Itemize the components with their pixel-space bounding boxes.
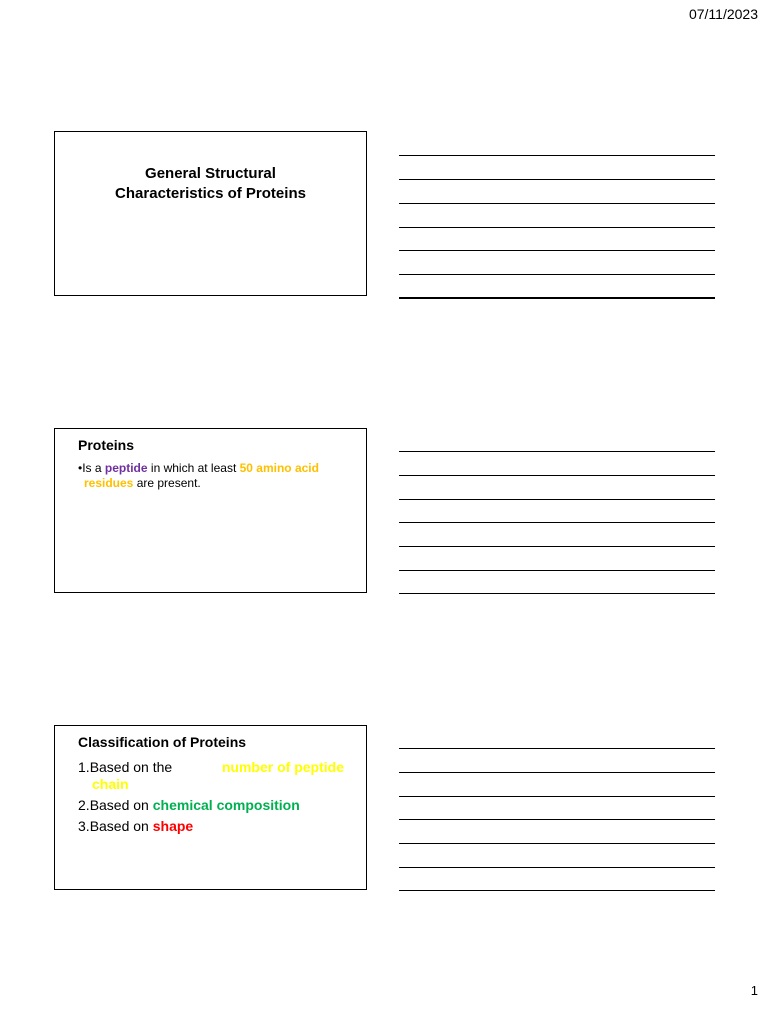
note-line [399, 227, 715, 228]
slide-thumbnail-1 [54, 131, 367, 296]
text-segment: Based on [89, 797, 153, 813]
list-number: 3. [78, 818, 90, 834]
note-line [399, 203, 715, 204]
list-number: 2. [78, 797, 90, 813]
note-line [399, 796, 715, 797]
note-line [399, 297, 715, 299]
note-line [399, 819, 715, 820]
highlight-residues: residues [84, 476, 134, 490]
note-line [399, 570, 715, 571]
classification-list [78, 757, 344, 837]
list-number: 1. [78, 759, 90, 775]
note-line [399, 274, 715, 275]
text-segment: in which at least [147, 461, 240, 475]
note-line [399, 499, 715, 500]
note-line [399, 475, 715, 476]
slide-3-title: Classification of Proteins [78, 734, 247, 750]
list-item [78, 816, 344, 836]
slide-thumbnail-2 [54, 428, 367, 593]
list-item [78, 757, 344, 792]
text-segment: are present. [133, 476, 201, 490]
note-line [399, 451, 715, 452]
text-segment: Based on [89, 818, 153, 834]
slide-2-bullet [78, 461, 350, 491]
note-line [399, 522, 715, 523]
note-line [399, 593, 715, 594]
note-line [399, 155, 715, 156]
note-line [399, 843, 715, 844]
note-line [399, 179, 715, 180]
note-line [399, 748, 715, 749]
slide-2-title: Proteins [78, 437, 135, 453]
slide-1-title [55, 164, 366, 204]
page-date: 07/11/2023 [688, 6, 758, 22]
note-line [399, 772, 715, 773]
highlight-peptide: peptide [104, 461, 148, 475]
highlight-chain: chain [92, 776, 129, 792]
bullet-mark: • [78, 461, 83, 475]
highlight-number-of-peptide: number of peptide [221, 759, 344, 775]
slide-1-title-line-2: Characteristics of Proteins [115, 185, 306, 202]
text-segment: Based on the [89, 759, 173, 775]
note-line [399, 546, 715, 547]
note-line [399, 250, 715, 251]
text-segment: Is a [82, 461, 105, 475]
list-item [78, 795, 344, 815]
note-line [399, 867, 715, 868]
highlight-shape: shape [152, 818, 194, 834]
page-number: 1 [750, 983, 758, 998]
highlight-chemical-composition: chemical composition [152, 797, 300, 813]
note-line [399, 890, 715, 891]
slide-thumbnail-3 [54, 725, 367, 890]
highlight-amino-acid: 50 amino acid [239, 461, 319, 475]
slide-1-title-line-1: General Structural [145, 165, 276, 182]
